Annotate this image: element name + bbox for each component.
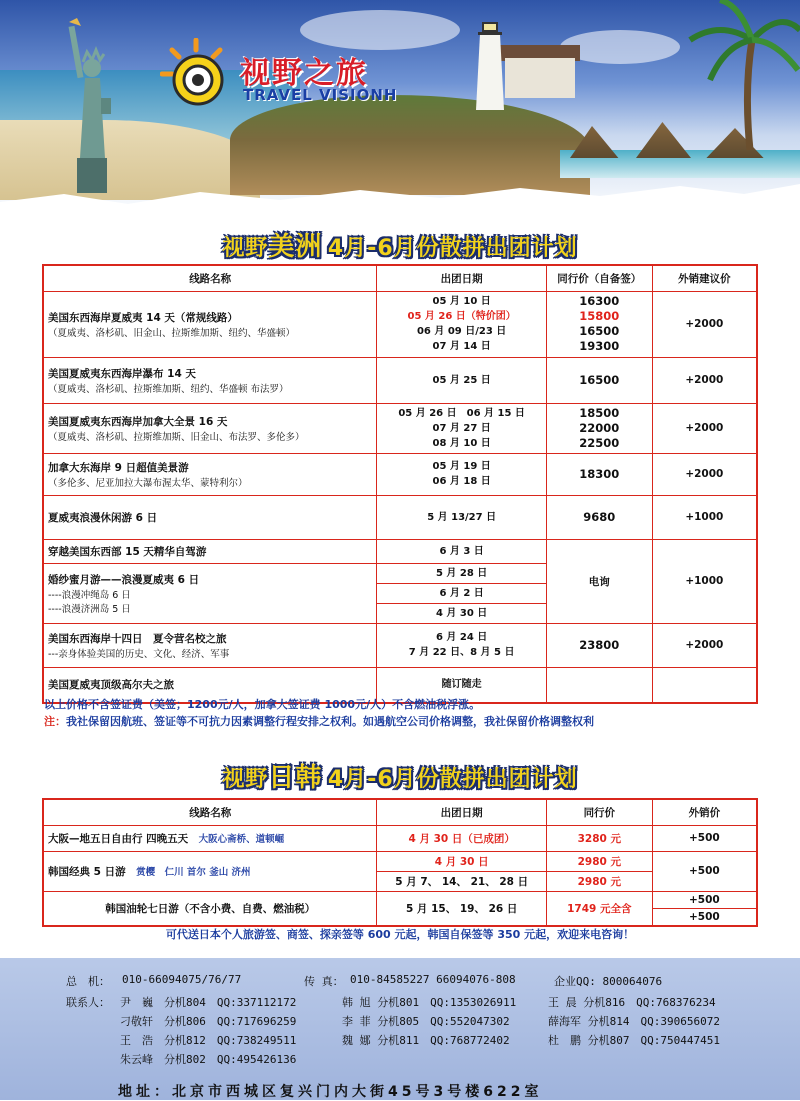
price-cell — [546, 667, 652, 703]
route-cell — [43, 495, 377, 539]
suggest-cell: +2000 — [652, 357, 757, 403]
date: 06 月 18 日 — [432, 476, 491, 487]
price: 22000 — [579, 420, 620, 435]
contact-person: 尹 巍 分机804 QQ:337112172 — [120, 996, 297, 1009]
suggest-cell: +1000 — [652, 495, 757, 539]
visa-fee-note: 以上价格不含签证费（美签；1200元/人，加拿大签证费 1000元/人）不含燃油税浮涨。 — [44, 698, 481, 711]
phone-number: 010-66094075/76/77 — [122, 973, 242, 986]
date: 6 月 24 日 — [435, 632, 488, 643]
price: 23800 — [579, 637, 620, 652]
price: 18300 — [579, 466, 620, 481]
col-dates: 出团日期 — [377, 799, 547, 825]
route-cell — [43, 403, 377, 453]
table-header-row — [43, 799, 757, 825]
route-cell — [43, 891, 377, 926]
fax-number: 010-84585227 66094076-808 — [350, 973, 516, 986]
route-name: 穿越美国东西部 15 天精华自驾游 — [48, 545, 207, 558]
date: 08 月 10 日 — [432, 437, 491, 449]
suggest-cell: +2000 — [652, 453, 757, 495]
contact-person: 李 菲 分机805 QQ:552047302 — [342, 1015, 510, 1028]
dates-cell — [377, 539, 547, 563]
col-suggest: 外销价 — [652, 799, 757, 825]
coast-rock-image — [230, 95, 590, 195]
palm-tree-image — [680, 0, 800, 150]
dates-cell — [377, 495, 547, 539]
brand-name-en: TRAVEL VISIONH — [243, 86, 398, 104]
price: 18500 — [579, 405, 620, 420]
contact-person: 刁敬轩 分机806 QQ:717696259 — [120, 1015, 297, 1028]
date: 随订随走 — [441, 679, 482, 691]
date: 5 月 13/27 日 — [427, 511, 497, 523]
route-highlights: 赏樱 仁川 首尔 釜山 济州 — [136, 866, 251, 878]
route-option: ----浪漫冲绳岛 6 日 — [48, 589, 131, 601]
col-price: 同行价（自备签） — [546, 265, 652, 291]
title-suffix: 4月-6月份散拼出团计划 — [327, 767, 578, 792]
cloud — [300, 10, 460, 50]
col-price: 同行价 — [546, 799, 652, 825]
route-name: 韩国油轮七日游（不含小费、自费、燃油税） — [105, 902, 316, 915]
route-cell — [43, 563, 377, 623]
header-banner — [0, 0, 800, 218]
price-special: 15800 — [579, 309, 620, 323]
price: 16500 — [579, 372, 620, 387]
dates-cell — [377, 583, 547, 603]
price: 22500 — [579, 435, 620, 450]
contacts-label: 联系人： — [66, 996, 110, 1009]
route-cell — [43, 825, 377, 851]
date: 07 月 27 日 — [432, 422, 491, 434]
route-cell — [43, 539, 377, 563]
dates-cell — [377, 291, 547, 357]
visa-service-note: 可代送日本个人旅游签、商签、探亲签等 600 元起，韩国自保签等 350 元起，欢迎来电咨询！ — [165, 928, 635, 941]
route-name: 夏威夷浪漫休闲游 6 日 — [48, 511, 158, 524]
table-row — [43, 623, 757, 667]
route-name: 美国夏威夷东西海岸加拿大全景 16 天 — [48, 415, 228, 428]
date: 6 月 3 日 — [439, 545, 484, 557]
date: 07 月 14 日 — [432, 341, 491, 352]
route-highlights: 大阪心斋桥、道顿崛 — [198, 833, 285, 845]
price: 19300 — [579, 339, 620, 353]
price-cell: 1749 元全含 — [546, 891, 652, 926]
dates-cell — [377, 357, 547, 403]
route-cell — [43, 851, 377, 891]
dates-cell — [377, 563, 547, 583]
house-image — [505, 58, 575, 98]
col-suggest: 外销建议价 — [652, 265, 757, 291]
date: 05 月 25 日 — [432, 374, 491, 386]
date: 6 月 2 日 — [439, 587, 484, 599]
suggest-cell — [652, 667, 757, 703]
suggest-cell: +500 — [652, 851, 757, 891]
title-suffix: 4月-6月份散拼出团计划 — [327, 236, 578, 261]
route-name: 美国夏威夷东西海岸瀑布 14 天 — [48, 367, 196, 380]
note-text: 我社保留因航班、签证等不可抗力因素调整行程安排之权利。如遇航空公司价格调整，我社保留价格调整权利 — [66, 715, 594, 728]
statue-of-liberty-image — [55, 18, 125, 193]
route-name: 美国东西海岸夏威夷 14 天（常规线路） — [48, 311, 238, 324]
route-name: 美国东西海岸十四日 夏令营名校之旅 — [48, 632, 227, 645]
contact-person: 王 晨 分机816 QQ:768376234 — [548, 996, 716, 1009]
route-cities: （夏威夷、洛杉矶、拉斯维加斯、纽约、华盛顿 布法罗） — [48, 383, 289, 395]
table-row — [43, 825, 757, 851]
date: 05 月 10 日 — [432, 296, 491, 307]
fax-label: 传 真： — [304, 975, 344, 988]
suggest-cell: +2000 — [652, 291, 757, 357]
route-name: 大阪—地五日自由行 四晚五天 — [48, 832, 189, 845]
contact-person: 朱云峰 分机802 QQ:495426136 — [120, 1053, 297, 1066]
date-special: 05 月 26 日（特价团） — [407, 311, 516, 322]
route-cell — [43, 453, 377, 495]
note-lead: 注： — [44, 715, 66, 728]
brand-name-cn: 视野之旅 — [240, 56, 368, 91]
suggest-cell: +500 — [652, 825, 757, 851]
title-prefix: 视野 — [222, 767, 269, 792]
table-row — [43, 495, 757, 539]
table-row — [43, 357, 757, 403]
route-cell — [43, 357, 377, 403]
japan-korea-section-title — [0, 757, 800, 794]
dates-cell: 4 月 30 日 — [377, 851, 547, 871]
company-address: 地址：北京市西城区复兴门内大街45号3号楼622室 — [118, 1084, 543, 1100]
route-cell — [43, 623, 377, 667]
price-cell: 2980 元 — [546, 851, 652, 871]
table-row — [43, 891, 757, 908]
route-cities: （夏威夷、洛杉矶、拉斯维加斯、旧金山、布法罗、多伦多） — [48, 431, 305, 443]
route-option: ----浪漫济洲岛 5 日 — [48, 603, 131, 615]
table-row — [43, 851, 757, 871]
price: 16500 — [579, 324, 620, 338]
dates-cell: 5 月 15、 19、 26 日 — [377, 891, 547, 926]
contact-person: 魏 娜 分机811 QQ:768772402 — [342, 1034, 510, 1047]
route-name: 美国夏威夷顶级高尔夫之旅 — [48, 679, 174, 692]
col-dates: 出团日期 — [377, 265, 547, 291]
suggest-cell: +2000 — [652, 623, 757, 667]
table-row — [43, 539, 757, 563]
route-name: 韩国经典 5 日游 — [48, 865, 126, 878]
suggest-cell: +500 — [652, 891, 757, 908]
price: 9680 — [583, 509, 616, 524]
contact-person: 薛海军 分机814 QQ:390656072 — [548, 1015, 720, 1028]
route-name: 加拿大东海岸 9 日超值美景游 — [48, 461, 189, 474]
dates-cell — [377, 603, 547, 623]
price-cell — [546, 357, 652, 403]
dates-cell: 5 月 7、 14、 21、 28 日 — [377, 871, 547, 891]
date: 7 月 22 日、8 月 5 日 — [408, 647, 515, 658]
route-cities: （夏威夷、洛杉矶、旧金山、拉斯维加斯、纽约、华盛顿） — [48, 327, 296, 339]
lighthouse-image — [470, 20, 510, 110]
contact-person: 韩 旭 分机801 QQ:1353026911 — [342, 996, 517, 1009]
title-highlight: 美洲 — [268, 232, 323, 262]
price: 16300 — [579, 294, 620, 308]
contact-person: 杜 鹏 分机807 QQ:750447451 — [548, 1034, 720, 1047]
price-cell — [546, 291, 652, 357]
col-route: 线路名称 — [43, 799, 377, 825]
price-cell — [546, 495, 652, 539]
americas-tour-table — [42, 264, 758, 704]
suggest-cell: +500 — [652, 908, 757, 926]
price-cell — [546, 623, 652, 667]
brand-logo-icon — [160, 38, 232, 110]
title-prefix: 视野 — [222, 236, 269, 261]
americas-section-title — [0, 226, 800, 263]
dates-cell — [377, 403, 547, 453]
price-cell: 2980 元 — [546, 871, 652, 891]
table-row — [43, 291, 757, 357]
title-highlight: 日韩 — [268, 763, 323, 793]
contact-person: 王 浩 分机812 QQ:738249511 — [120, 1034, 297, 1047]
suggest-cell: +1000 — [652, 539, 757, 623]
price-cell: 电询 — [546, 539, 652, 623]
price-cell: 3280 元 — [546, 825, 652, 851]
route-name: 婚纱蜜月游——浪漫夏威夷 6 日 — [48, 573, 200, 586]
date: 05 月 19 日 — [432, 461, 491, 472]
table-header-row — [43, 265, 757, 291]
date: 5 月 28 日 — [435, 567, 488, 579]
dates-cell — [377, 623, 547, 667]
table-row — [43, 453, 757, 495]
disclaimer-note — [44, 713, 594, 729]
date: 05 月 26 日 06 月 15 日 — [398, 407, 525, 419]
date: 06 月 09 日/23 日 — [416, 326, 507, 337]
route-cell — [43, 291, 377, 357]
phone-label: 总 机： — [66, 975, 110, 988]
price-cell — [546, 403, 652, 453]
japan-korea-tour-table — [42, 798, 758, 927]
table-row — [43, 403, 757, 453]
corp-qq: 企业QQ: 800064076 — [554, 975, 663, 988]
route-cities: （多伦多、尼亚加拉大瀑布渥太华、蒙特利尔） — [48, 477, 248, 489]
col-route: 线路名称 — [43, 265, 377, 291]
dates-cell: 4 月 30 日（已成团） — [377, 825, 547, 851]
date: 4 月 30 日 — [435, 607, 488, 619]
route-cities: ---亲身体验美国的历史、文化、经济、军事 — [48, 648, 230, 660]
dates-cell — [377, 453, 547, 495]
suggest-cell: +2000 — [652, 403, 757, 453]
price-cell — [546, 453, 652, 495]
